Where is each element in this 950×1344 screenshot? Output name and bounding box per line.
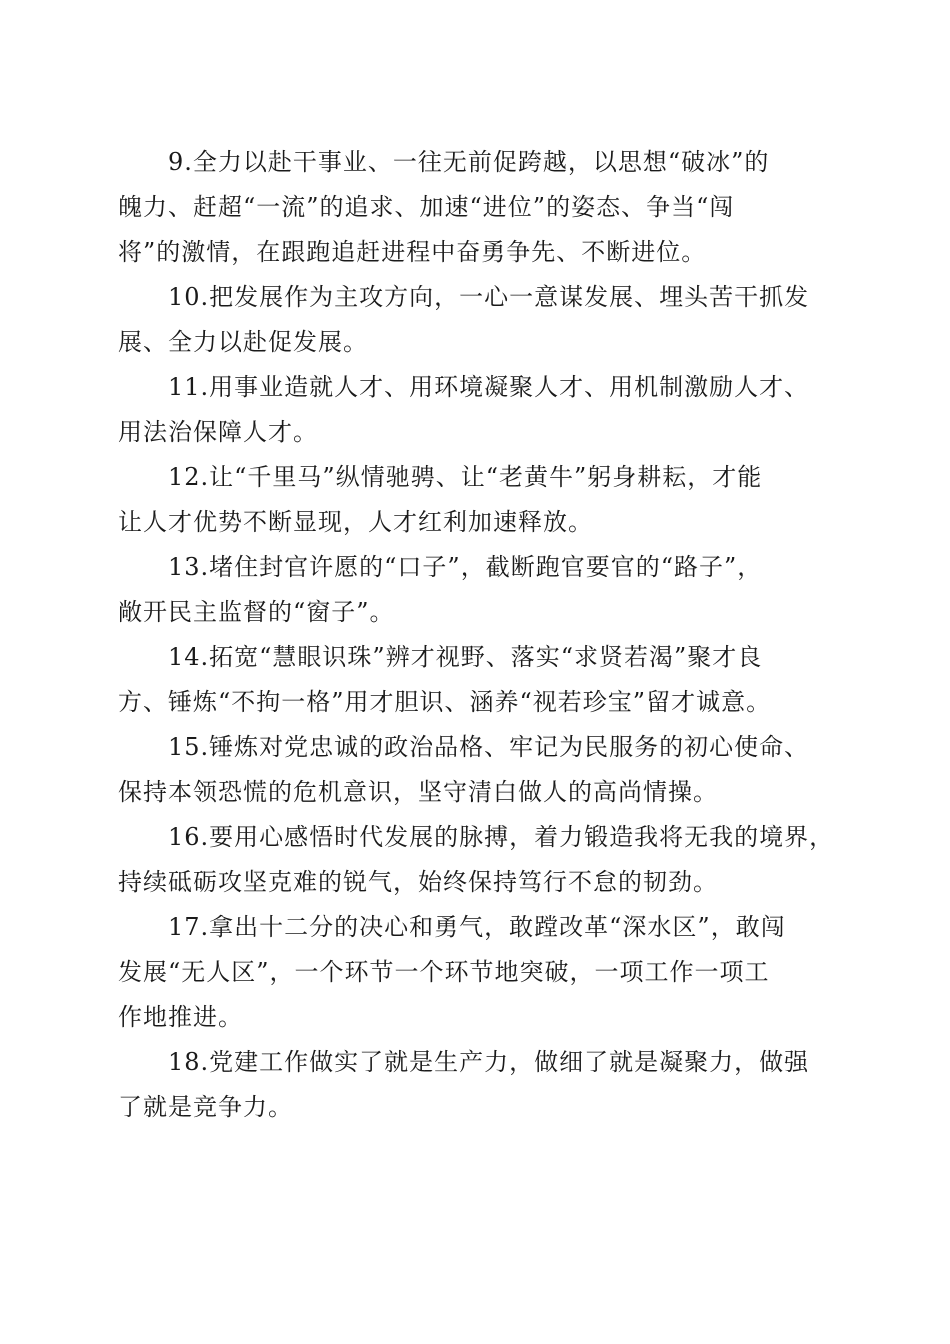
paragraph-13-line-1: 13.堵住封官许愿的“口子”，截断跑官要官的“路子”， [168,553,763,581]
paragraph-12-line-2: 让人才优势不断显现，人才红利加速释放。 [118,508,593,536]
paragraph-16-line-2: 持续砥砺攻坚克难的锐气，始终保持笃行不怠的韧劲。 [118,868,718,896]
paragraph-17-line-3: 作地推进。 [118,1003,243,1031]
paragraph-12-line-1: 12.让“千里马”纵情驰骋、让“老黄牛”躬身耕耘，才能 [168,463,763,491]
paragraph-10-line-2: 展、全力以赴促发展。 [118,328,368,356]
paragraph-11-line-2: 用法治保障人才。 [118,418,318,446]
paragraph-11-line-1: 11.用事业造就人才、用环境凝聚人才、用机制激励人才、 [168,373,810,401]
paragraph-13-line-2: 敞开民主监督的“窗子”。 [118,598,395,626]
paragraph-17-line-1: 17.拿出十二分的决心和勇气，敢蹚改革“深水区”，敢闯 [168,913,786,941]
paragraph-15-line-1: 15.锤炼对党忠诚的政治品格、牢记为民服务的初心使命、 [168,733,810,761]
paragraph-9-line-1: 9.全力以赴干事业、一往无前促跨越，以思想“破冰”的 [168,148,770,176]
paragraph-10-line-1: 10.把发展作为主攻方向，一心一意谋发展、埋头苦干抓发 [168,283,810,311]
paragraph-9-line-3: 将”的激情，在跟跑追赶进程中奋勇争先、不断进位。 [118,238,707,266]
paragraph-15-line-2: 保持本领恐慌的危机意识，坚守清白做人的高尚情操。 [118,778,718,806]
document-body [118,140,835,1130]
paragraph-18-line-1: 18.党建工作做实了就是生产力，做细了就是凝聚力，做强 [168,1048,810,1076]
paragraph-14-line-2: 方、锤炼“不拘一格”用才胆识、涵养“视若珍宝”留才诚意。 [118,688,772,716]
paragraph-18-line-2: 了就是竞争力。 [118,1093,293,1121]
paragraph-17-line-2: 发展“无人区”，一个环节一个环节地突破，一项工作一项工 [118,958,770,986]
paragraph-16-line-1: 16.要用心感悟时代发展的脉搏，着力锻造我将无我的境界， [168,823,835,851]
paragraph-9-line-2: 魄力、赶超“一流”的追求、加速“进位”的姿态、争当“闯 [118,193,735,221]
paragraph-14-line-1: 14.拓宽“慧眼识珠”辨才视野、落实“求贤若渴”聚才良 [168,643,763,671]
